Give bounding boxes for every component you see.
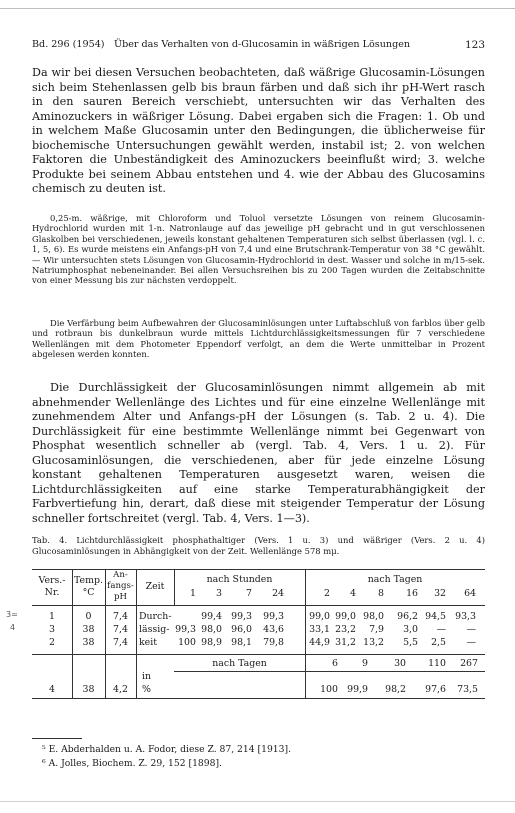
- header-anfangs: An-: [113, 570, 128, 580]
- cell-value: 94,5: [425, 611, 446, 622]
- zeit-word: lässig-: [139, 624, 170, 635]
- cell-value: 2,5: [431, 637, 446, 648]
- cell-value: 93,3: [455, 611, 476, 622]
- cell-value: 98,0: [201, 624, 222, 635]
- cell-value: 23,2: [335, 624, 356, 635]
- cell-value: 31,2: [335, 637, 356, 648]
- cell-value: —: [436, 624, 446, 635]
- day-label: 4: [350, 588, 356, 599]
- cell-value: 98,9: [201, 637, 222, 648]
- cell-temp: 38: [82, 637, 95, 648]
- footnote-6: ⁶ A. Jolles, Biochem. Z. 29, 152 [1898].: [42, 758, 222, 769]
- cell-value: 97,6: [425, 684, 446, 695]
- cell-ph: 7,4: [113, 611, 128, 622]
- zeit-in: in: [142, 671, 152, 682]
- cell-value: 96,0: [231, 624, 252, 635]
- header-nach-tagen: nach Tagen: [367, 574, 423, 585]
- header-vers: Vers.-: [38, 575, 66, 586]
- cell-value: 98,0: [363, 611, 384, 622]
- cell-nr: 2: [49, 637, 55, 648]
- header-vers-nr: Nr.: [44, 587, 60, 598]
- header-temp-unit: °C: [82, 587, 95, 598]
- cell-value: 99,4: [201, 611, 222, 622]
- cell-value: 99,3: [263, 611, 284, 622]
- day-label: 110: [428, 658, 446, 669]
- table-caption: Tab. 4. Lichtdurchlässigkeit phosphathaltiger (Vers. 1 u. 3) und wäßriger (Vers. 2 u. 4) Glucosaminlösungen in Abhängigkeit von der Zeit. Wellenlänge 578 mμ.: [32, 535, 485, 556]
- footnote-5: ⁵ E. Abderhalden u. A. Fodor, diese Z. 87, 214 [1913].: [42, 744, 291, 755]
- hour-label: 7: [246, 588, 252, 599]
- day-label: 30: [394, 658, 406, 669]
- table-header-rule: [32, 605, 485, 606]
- cell-value: 96,2: [397, 611, 418, 622]
- cell-value: 13,2: [363, 637, 384, 648]
- zeit-percent: %: [142, 684, 151, 695]
- margin-annotation: 3=: [6, 610, 18, 619]
- cell-value: 98,2: [385, 684, 406, 695]
- margin-annotation: 4: [10, 623, 16, 632]
- cell-value: 79,8: [263, 637, 284, 648]
- hour-label: 24: [272, 588, 284, 599]
- cell-ph: 7,4: [113, 624, 128, 635]
- day-label: 8: [378, 588, 384, 599]
- day-label: 267: [460, 658, 478, 669]
- running-header: [32, 38, 485, 52]
- day-label: 2: [324, 588, 330, 599]
- cell-ph: 4,2: [113, 684, 128, 695]
- zeit-word: Durch-: [139, 611, 172, 622]
- header-nach-stunden: nach Stunden: [206, 574, 273, 585]
- top-edge-line: [0, 8, 515, 9]
- cell-value: 99,0: [309, 611, 330, 622]
- subheader-nach-tagen: nach Tagen: [212, 658, 267, 669]
- table-middle-rule: [32, 654, 485, 655]
- day-label: 16: [406, 588, 418, 599]
- header-temp: Temp.: [74, 575, 103, 586]
- cell-ph: 7,4: [113, 637, 128, 648]
- cell-temp: 38: [82, 684, 95, 695]
- cell-temp: 0: [85, 611, 92, 622]
- paragraph-method: 0,25-m. wäßrige, mit Chloroform und Toluol versetzte Lösungen von reinem Glucosamin-Hydrochlorid wurden mit 1-n. Natronlauge auf das jeweilige pH gebracht und in gut verschlossenen Glaskolben bei verschiedenen, jeweils konstant gehaltenen Temperaturen sich selbst überlassen (vgl. l. c. 1, 5, 6). Es wurde meistens ein Anfangs-pH von 7,4 und eine Brutschrank-Temperatur von 38 °C gewählt. — Wir untersuchten stets Lösungen von Glucosamin-Hydrochlorid in dest. Wasser und solche in m/15-sek. Natriumphosphat nebeneinander. Bei allen Versuchsreihen bis zu 200 Tagen wurden die Zeitabschnitte von einer Messung bis zur nächsten verdoppelt.: [32, 213, 485, 286]
- table-subheader-rule: [174, 671, 485, 672]
- paragraph-transmittance: Die Durchlässigkeit der Glucosaminlösungen nimmt allgemein ab mit abnehmender Wellenlänge des Lichtes und für eine einzelne Wellenlänge mit zunehmendem Alter und Anfangs-pH der Lösungen (s. Tab. 2 u. 4). Die Durchlässigkeit für eine bestimmte Wellenlänge nimmt bei Gegenwart von Phosphat wesentlich schneller ab (vergl. Tab. 4, Vers. 1 u. 2). Für Glucosaminlösungen, die verschiedenen, aber für jede einzelne Lösung konstant gehaltenen Temperaturen ausgesetzt waren, weisen die Lichtdurchlässigkeiten auf eine starke Temperaturabhängigkeit der Farbvertiefung hin, derart, daß diese mit steigender Temperatur der Lösung schneller fortschreitet (vergl. Tab. 4, Vers. 1—3).: [32, 381, 485, 525]
- day-label: 9: [362, 658, 368, 669]
- cell-value: 99,3: [231, 611, 252, 622]
- paragraph-coloration: Die Verfärbung beim Aufbewahren der Glucosaminlösungen unter Luftabschluß von farblos über gelb und rotbraun bis dunkelbraun wurde mittels Lichtdurchlässigkeitsmessungen für 7 verschiedene Wellenlängen mit dem Photometer Eppendorf verfolgt, an dem die Werte unmittelbar in Prozent abgelesen werden konnten.: [32, 318, 485, 360]
- cell-value: 73,5: [457, 684, 478, 695]
- paragraph-intro: Da wir bei diesen Versuchen beobachteten, daß wäßrige Glucosamin-Lösungen sich beim Stehenlassen gelb bis braun färben und daß sich ihr pH-Wert rasch in den sauren Bereich verschiebt, untersuchten wir das Verhalten des Aminozuckers in wäßriger Lösung. Dabei ergaben sich die Fragen: 1. Ob und in welchem Maße Glucosamin unter den Bedingungen, die üblicherweise für biochemische Untersuchungen gewählt werden, instabil ist; 2. von welchen Faktoren die Unbeständigkeit des Aminozuckers beeinflußt wird; 3. welche Produkte bei seinem Abbau entstehen und 4. wie der Abbau des Glucosamins chemisch zu deuten ist.: [32, 66, 485, 195]
- cell-value: 100: [178, 637, 196, 648]
- bottom-edge-line: [0, 801, 515, 802]
- cell-value: 99,0: [335, 611, 356, 622]
- header-zeit: Zeit: [145, 581, 165, 592]
- volume-reference: Bd. 296 (1954): [32, 39, 105, 50]
- cell-value: —: [466, 624, 476, 635]
- cell-value: —: [466, 637, 476, 648]
- day-label: 32: [434, 588, 446, 599]
- footnote-rule: [32, 738, 82, 739]
- table-4: [32, 569, 485, 699]
- hour-label: 3: [216, 588, 222, 599]
- table-bottom-rule: [32, 698, 485, 699]
- running-title: Über das Verhalten von d-Glucosamin in wäßrigen Lösungen: [114, 39, 411, 50]
- hour-label: 1: [190, 588, 196, 599]
- cell-value: 98,1: [231, 637, 252, 648]
- cell-value: 43,6: [263, 624, 284, 635]
- zeit-word: keit: [139, 637, 157, 648]
- cell-nr: 1: [49, 611, 55, 622]
- cell-value: 99,3: [175, 624, 196, 635]
- day-label: 6: [332, 658, 338, 669]
- table-top-rule: [32, 569, 485, 570]
- cell-value: 3,0: [403, 624, 418, 635]
- col-divider: [305, 569, 306, 698]
- cell-value: 44,9: [309, 637, 330, 648]
- cell-nr: 3: [49, 624, 55, 635]
- page-number: 123: [464, 39, 485, 51]
- cell-temp: 38: [82, 624, 95, 635]
- header-anfangs2: fangs-: [107, 581, 134, 591]
- cell-value: 33,1: [309, 624, 330, 635]
- cell-nr: 4: [49, 684, 55, 695]
- header-ph: pH: [114, 592, 127, 602]
- day-label: 64: [464, 588, 476, 599]
- cell-value: 99,9: [347, 684, 368, 695]
- cell-value: 100: [320, 684, 338, 695]
- cell-value: 7,9: [369, 624, 384, 635]
- cell-value: 5,5: [403, 637, 418, 648]
